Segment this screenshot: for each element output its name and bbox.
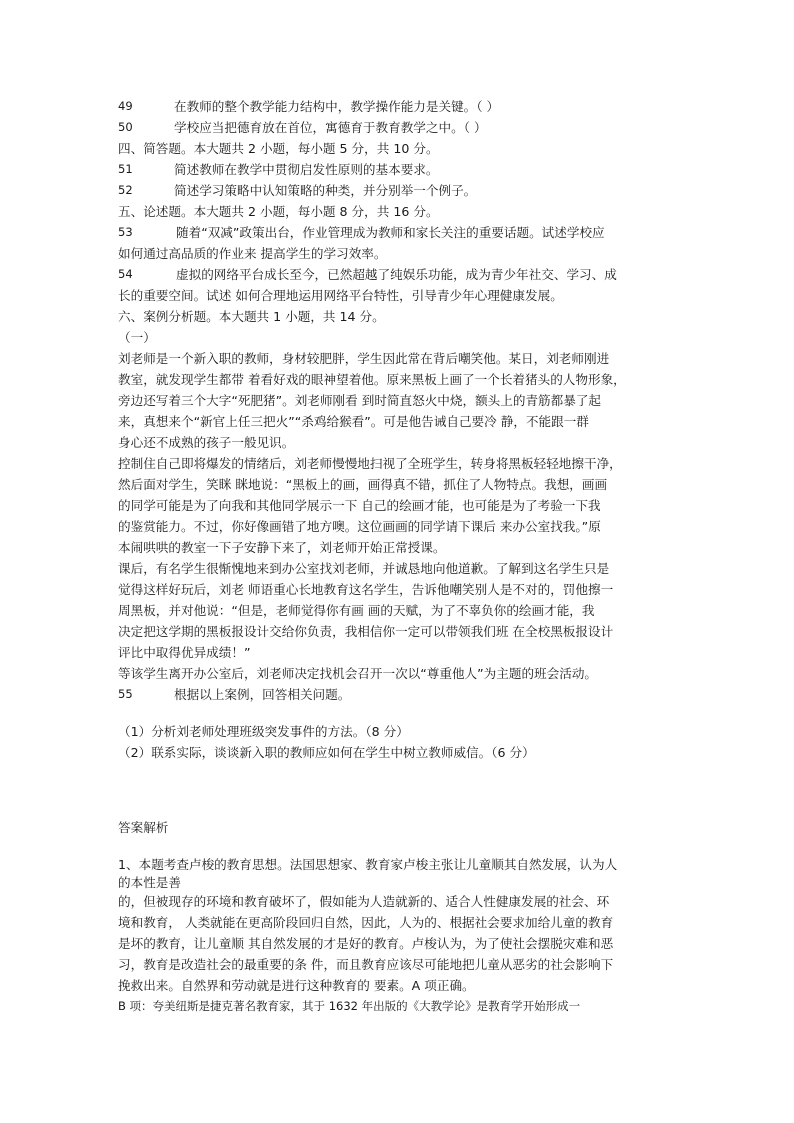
answer-line: 挽救出来。自然界和劳动就是进行这种教育的 要素。A 项正确。 bbox=[118, 978, 475, 993]
question-55 bbox=[118, 684, 678, 705]
case-line: 的鉴赏能力。不过，你好像画错了地方噢。这位画画的同学请下课后 来办公室找我。”原 bbox=[118, 519, 601, 534]
question-54-continued: 长的重要空间。试述 如何合理地运用网络平台特性，引导青少年心理健康发展。 bbox=[118, 288, 563, 303]
question-text: 简述教师在教学中贯彻启发性原则的基本要求。 bbox=[174, 162, 439, 177]
case-line: 评比中取得优异成绩！” bbox=[118, 645, 251, 660]
question-number: 52 bbox=[118, 183, 133, 197]
answer-line: 境和教育， 人类就能在更高阶段回归自然，因此，人为的、根据社会要求加给儿童的教育 bbox=[118, 915, 614, 930]
case-line: 决定把这学期的黑板报设计交给你负责，我相信你一定可以带领我们班 在全校黑板报设计 bbox=[118, 624, 614, 639]
answer-line: 1、本题考查卢梭的教育思想。法国思想家、教育家卢梭主张让儿童顺其自然发展，认为人 bbox=[118, 857, 618, 872]
question-53-continued: 如何通过高品质的作业来 提高学生的学习效率。 bbox=[118, 246, 387, 261]
answer-line: 的本性是善 bbox=[118, 875, 181, 890]
case-line: 等该学生离开办公室后，刘老师决定找机会召开一次以“尊重他人”为主题的班会活动。 bbox=[118, 666, 598, 681]
question-51 bbox=[118, 159, 678, 180]
section-heading-essay: 五、论述题。本大题共 2 小题，每小题 8 分，共 16 分。 bbox=[118, 204, 439, 219]
question-50 bbox=[118, 117, 678, 138]
answer-line: 是坏的教育，让儿童顺 其自然发展的才是好的教育。卢梭认为，为了使社会摆脱灾难和恶 bbox=[118, 936, 614, 951]
sub-question-2: （2）联系实际，谈谈新入职的教师应如何在学生中树立教师威信。（6 分） bbox=[118, 745, 535, 760]
question-number: 50 bbox=[118, 120, 133, 134]
question-text: 简述学习策略中认知策略的种类，并分别举一个例子。 bbox=[174, 183, 477, 198]
question-number: 49 bbox=[118, 99, 133, 113]
question-text: 根据以上案例，回答相关问题。 bbox=[174, 687, 351, 702]
question-text: 在教师的整个教学能力结构中，教学操作能力是关键。（ ） bbox=[174, 99, 500, 114]
case-line: 的同学可能是为了向我和其他同学展示一下 自己的绘画才能，也可能是为了考验一下我 bbox=[118, 498, 601, 513]
case-line: 本闹哄哄的教室一下子安静下来了，刘老师开始正常授课。 bbox=[118, 540, 446, 555]
question-number: 51 bbox=[118, 162, 133, 176]
case-line: 刘老师是一个新入职的教师，身材较肥胖，学生因此常在背后嘲笑他。某日，刘老师刚进 bbox=[118, 351, 610, 366]
case-line: 控制住自己即将爆发的情绪后，刘老师慢慢地扫视了全班学生，转身将黑板轻轻地擦干净， bbox=[118, 456, 622, 471]
answer-line: B 项：夸美纽斯是捷克著名教育家，其于 1632 年出版的《大教学论》是教育学开始形成一 bbox=[118, 999, 581, 1013]
question-text: 学校应当把德育放在首位，寓德育于教育教学之中。（ ） bbox=[174, 120, 487, 135]
case-line: 教室，就发现学生都带 着看好戏的眼神望着他。原来黑板上画了一个长着猪头的人物形象， bbox=[118, 372, 626, 387]
document-page bbox=[118, 96, 678, 1017]
answer-line: 习，教育是改造社会的最重要的条 件，而且教育应该尽可能地把儿童从恶劣的社会影响下 bbox=[118, 957, 614, 972]
section-heading-case-analysis: 六、案例分析题。本大题共 1 小题，共 14 分。 bbox=[118, 309, 385, 324]
question-number: 53 bbox=[118, 225, 133, 239]
case-line: 然后面对学生，笑眯 眯地说：“黑板上的画，画得真不错，抓住了人物特点。我想，画画 bbox=[118, 477, 608, 492]
answers-heading: 答案解析 bbox=[118, 820, 169, 835]
question-52 bbox=[118, 180, 678, 201]
answer-line: 的，但被现存的环境和教育破坏了，假如能为人造就新的、适合人性健康发展的社会、环 bbox=[118, 894, 610, 909]
case-line: 旁边还写着三个大字“死肥猪”。刘老师刚看 到时简直怒火中烧，额头上的青筋都暴了起 bbox=[118, 393, 602, 408]
case-line: 觉得这样好玩后，刘老 师语重心长地教育这名学生，告诉他嘲笑别人是不对的，罚他擦一 bbox=[118, 582, 614, 597]
case-line: 周黑板，并对他说：“但是，老师觉得你有画 画的天赋，为了不辜负你的绘画才能，我 bbox=[118, 603, 595, 618]
question-54 bbox=[118, 264, 678, 285]
section-heading-short-answer: 四、简答题。本大题共 2 小题，每小题 5 分，共 10 分。 bbox=[118, 141, 439, 156]
question-text: 虚拟的网络平台成长至今，已然超越了纯娱乐功能，成为青少年社交、学习、成 bbox=[176, 267, 617, 282]
sub-question-1: （1）分析刘老师处理班级突发事件的方法。（8 分） bbox=[118, 724, 409, 739]
question-text: 随着“双减”政策出台，作业管理成为教师和家长关注的重要话题。试述学校应 bbox=[176, 225, 605, 240]
case-line: 课后，有名学生很惭愧地来到办公室找刘老师，并诚恳地向他道歉。了解到这名学生只是 bbox=[118, 561, 610, 576]
question-53 bbox=[118, 222, 678, 243]
case-subheading: （一） bbox=[118, 330, 156, 345]
question-number: 55 bbox=[118, 687, 133, 701]
question-49 bbox=[118, 96, 678, 117]
case-line: 来，真想来个“新官上任三把火”“杀鸡给猴看”。可是他告诫自己要冷 静，不能跟一群 bbox=[118, 414, 589, 429]
question-number: 54 bbox=[118, 267, 133, 281]
case-line: 身心还不成熟的孩子一般见识。 bbox=[118, 435, 295, 450]
